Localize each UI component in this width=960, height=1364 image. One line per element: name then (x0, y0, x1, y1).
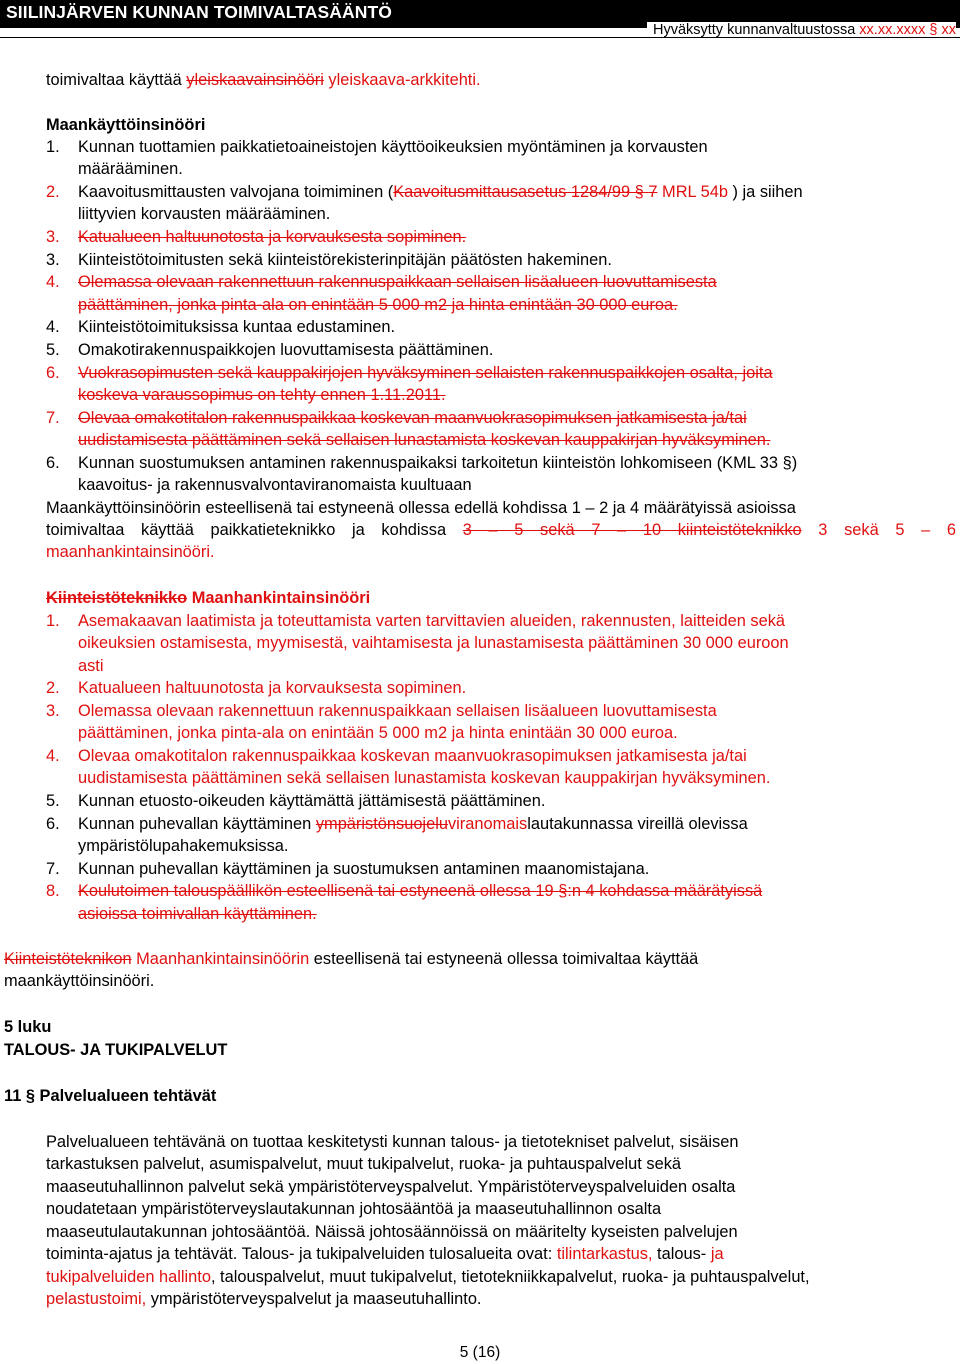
item-text: Kaavoitusmittausten valvojana toimiminen ( (78, 183, 394, 201)
paragraph-line: Maankäyttöinsinöörin esteellisenä tai estyneenä ollessa edellä kohdissa 1 – 2 ja 4 määrätyissä asioissa (46, 499, 796, 517)
list-item-deleted (46, 271, 717, 294)
item-number: 8. (46, 882, 60, 900)
maankaytto-heading: Maankäyttöinsinööri (46, 116, 206, 134)
chapter-title: TALOUS- JA TUKIPALVELUT (4, 1041, 228, 1059)
item-text: Kunnan puhevallan käyttäminen ja suostumuksen antaminen maanomistajana. (78, 860, 650, 878)
paragraph-line (46, 519, 956, 542)
item-text: Olevaa omakotitalon rakennuspaikkaa koskevan maanvuokrasopimuksen jatkamisesta ja/tai (78, 747, 747, 765)
page-header (0, 0, 960, 40)
item-text: Olevaa omakotitalon rakennuspaikkaa koskevan maanvuokrasopimuksen jatkamisesta ja/tai (78, 409, 747, 427)
item-number: 4. (46, 747, 60, 765)
item-number: 2. (46, 679, 60, 697)
item-text: Olemassa olevaan rakennettuun rakennuspaikkaan sellaisen lisäalueen luovuttamisesta (78, 273, 717, 291)
list-item (46, 339, 493, 362)
list-item (46, 858, 649, 881)
item-number: 4. (46, 273, 60, 291)
paragraph-text: toimivaltaa käyttää paikkatieteknikko ja kohdissa (46, 521, 463, 539)
list-item-deleted (46, 362, 773, 385)
paragraph-line: maaseutuhallinnon palvelut sekä ympäristöterveyspalvelut. Ympäristöterveyspalveluiden osalta (46, 1178, 736, 1196)
list-item-cont: asti (78, 657, 104, 675)
item-number: 5. (46, 792, 60, 810)
item-number: 3. (46, 228, 60, 246)
list-item-deleted-cont: koskeva varaussopimus on tehty ennen 1.11.2011. (78, 386, 446, 404)
added-text: 3 sekä 5 – 6 (801, 521, 956, 539)
list-item (46, 700, 717, 723)
list-item-cont: ympäristölupahakemuksissa. (78, 837, 289, 855)
section-mark: § (929, 22, 938, 38)
item-text: Kunnan suostumuksen antaminen rakennuspaikaksi tarkoitetun kiinteistön lohkomiseen (KML 33 §) (78, 454, 798, 472)
list-item (46, 813, 748, 836)
approval-note (647, 22, 956, 38)
list-item-cont: kaavoitus- ja rakennusvalvontaviranomaista kuultuaan (78, 476, 472, 494)
item-text: Vuokrasopimusten sekä kauppakirjojen hyväksyminen sellaisten rakennuspaikkojen osalta, joita (78, 364, 773, 382)
added-text: ja (710, 1245, 724, 1263)
struck-text: ympäristönsuojelu (315, 815, 448, 833)
paragraph-line: Palvelualueen tehtävänä on tuottaa keskitetysti kunnan talous- ja tietotekniset palvelut, sisäisen (46, 1133, 739, 1151)
intro-line (46, 69, 481, 92)
page-number: 5 (16) (459, 1344, 501, 1361)
item-text: Kunnan tuottamien paikkatietoaineistojen käyttöoikeuksien myöntäminen ja korvausten (78, 138, 708, 156)
paragraph-line (46, 1243, 724, 1266)
item-number: 3. (46, 702, 60, 720)
paragraph-text: ympäristöterveyspalvelut ja maaseutuhallinto. (146, 1290, 482, 1308)
item-number: 1. (46, 138, 60, 156)
item-number: 6. (46, 454, 60, 472)
item-number: 7. (46, 860, 60, 878)
paragraph-line (46, 1288, 481, 1311)
list-item-cont: määrääminen. (78, 160, 183, 178)
list-item-cont: liittyvien korvausten määrääminen. (78, 205, 331, 223)
added-text: Maanhankintainsinöörin (131, 950, 310, 968)
maanhankinta-heading (46, 587, 370, 610)
list-item (46, 452, 797, 475)
item-text: Omakotirakennuspaikkojen luovuttamisesta päättäminen. (78, 341, 494, 359)
list-item (46, 249, 612, 272)
item-number: 2. (46, 183, 60, 201)
list-item-deleted (46, 226, 466, 249)
list-item (46, 316, 395, 339)
paragraph-line: tarkastuksen palvelut, asumispalvelut, muut tukipalvelut, ruoka- ja puhtauspalvelut sekä (46, 1155, 682, 1173)
list-item-cont: päättäminen, jonka pinta-ala on enintään 5 000 m2 ja hinta enintään 30 000 euroa. (78, 724, 678, 742)
chapter-number: 5 luku (4, 1018, 52, 1036)
added-text: MRL 54b (657, 183, 733, 201)
intro-struck: yleiskaavainsinööri (186, 71, 324, 89)
item-number: 7. (46, 409, 60, 427)
struck-text: Kiinteistöteknikko (46, 589, 188, 607)
item-number: 6. (46, 815, 60, 833)
list-item-deleted (46, 880, 762, 903)
list-item (46, 790, 545, 813)
list-item (46, 136, 708, 159)
added-text: tukipalveluiden hallinto (46, 1268, 211, 1286)
item-number: 5. (46, 341, 60, 359)
struck-section-mark: § (630, 183, 649, 201)
item-text: Katualueen haltuunotosta ja korvauksesta sopiminen. (78, 228, 467, 246)
list-item-cont: oikeuksien ostamisesta, myymisestä, vaihtamisesta ja lunastamisesta päättäminen 30 000 euroon (78, 634, 789, 652)
struck-text: 7 (648, 183, 658, 201)
list-item-deleted-cont: asioissa toimivallan käyttäminen. (78, 905, 317, 923)
added-text: Maanhankintainsinööri (187, 589, 371, 607)
added-text: pelastustoimi, (46, 1290, 147, 1308)
section-heading: 11 § Palvelualueen tehtävät (4, 1087, 217, 1105)
item-number: 3. (46, 251, 60, 269)
paragraph-line (4, 948, 698, 971)
approval-prefix: Hyväksytty kunnanvaltuustossa (652, 22, 860, 38)
struck-text: Kiinteistöteknikon (4, 950, 132, 968)
paragraph-text: , talouspalvelut, muut tukipalvelut, tietotekniikkapalvelut, ruoka- ja puhtauspalvelut, (210, 1268, 810, 1286)
item-number: 6. (46, 364, 60, 382)
list-item (46, 745, 747, 768)
approval-date: xx.xx.xxxx (859, 22, 926, 38)
item-text: Kiinteistötoimituksissa kuntaa edustaminen. (78, 318, 396, 336)
paragraph-line (46, 1266, 810, 1289)
list-item-deleted-cont: päättäminen, jonka pinta-ala on enintään 5 000 m2 ja hinta enintään 30 000 euroa. (78, 296, 678, 314)
list-item-deleted-cont: uudistamisesta päättäminen sekä sellaisen lunastamista koskevan kauppakirjan hyväksyminen. (78, 431, 771, 449)
header-rule (0, 37, 960, 38)
struck-text: Kaavoitusmittausasetus 1284/99 (393, 183, 631, 201)
item-text: Asemakaavan laatimista ja toteuttamista varten tarvittavien alueiden, rakennusten, laitteiden sekä (78, 612, 786, 630)
item-text: Kunnan puhevallan käyttäminen (78, 815, 316, 833)
paragraph-line: noudatetaan ympäristöterveyslautakunnan johtosääntöä ja maaseutuhallinnon osalta (46, 1200, 662, 1218)
paragraph-text: esteellisenä tai estyneenä ollessa toimivaltaa käyttää (309, 950, 699, 968)
added-text: viranomais (447, 815, 528, 833)
list-item (46, 677, 466, 700)
paragraph-text: talous- (652, 1245, 711, 1263)
item-text: Kiinteistötoimitusten sekä kiinteistörekisterinpitäjän päätösten hakeminen. (78, 251, 612, 269)
item-number: 1. (46, 612, 60, 630)
item-text: lautakunnassa vireillä olevissa (527, 815, 748, 833)
paragraph-line: maankäyttöinsinööri. (4, 972, 155, 990)
paragraph-text: toiminta-ajatus ja tehtävät. Talous- ja tukipalveluiden tulosalueita ovat: (46, 1245, 557, 1263)
added-text: tilintarkastus, (556, 1245, 653, 1263)
item-text: Katualueen haltuunotosta ja korvauksesta sopiminen. (78, 679, 467, 697)
item-text: Koulutoimen talouspäällikön esteellisenä tai estyneenä ollessa 19 §:n 4 kohdassa määrätyissä (78, 882, 763, 900)
document-title: SIILINJÄRVEN KUNNAN TOIMIVALTASÄÄNTÖ (6, 2, 393, 22)
paragraph-line: maaseutulautakunnan johtosääntöä. Näissä johtosäännöissä on määritelty kyseisten palvelujen (46, 1223, 738, 1241)
item-number: 4. (46, 318, 60, 336)
intro-added: yleiskaava-arkkitehti. (323, 71, 481, 89)
item-text: Olemassa olevaan rakennettuun rakennuspaikkaan sellaisen lisäalueen luovuttamisesta (78, 702, 717, 720)
list-item-deleted (46, 407, 747, 430)
list-item (46, 181, 803, 204)
item-text: ) ja siihen (732, 183, 803, 201)
list-item (46, 610, 785, 633)
intro-text: toimivaltaa käyttää (46, 71, 187, 89)
list-item-cont: uudistamisesta päättäminen sekä sellaisen lunastamista koskevan kauppakirjan hyväksyminen. (78, 769, 771, 787)
paragraph-line: maanhankintainsinööri. (46, 543, 215, 561)
item-text: Kunnan etuosto-oikeuden käyttämättä jättämisestä päättäminen. (78, 792, 546, 810)
struck-text: 3 – 5 sekä 7 – 10 kiinteistöteknikko (462, 521, 802, 539)
section-number: xx (941, 22, 956, 38)
